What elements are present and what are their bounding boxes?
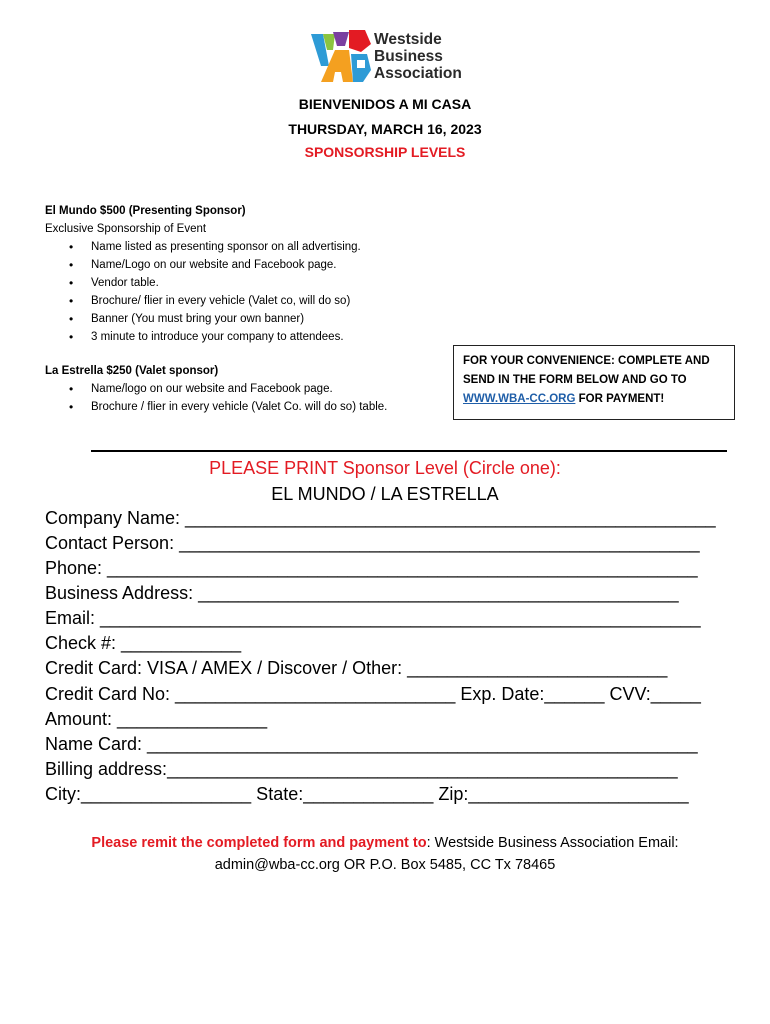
event-title: BIENVENIDOS A MI CASA	[298, 96, 472, 112]
logo-line-2: Business	[374, 48, 443, 65]
city-state-zip-field[interactable]: City:_________________ State:_____________ Zip:______________________	[45, 784, 689, 804]
event-date: THURSDAY, MARCH 16, 2023	[288, 121, 482, 137]
remit-instructions	[0, 832, 770, 854]
remit-address: admin@wba-cc.org OR P.O. Box 5485, CC Tx 78465	[214, 857, 556, 873]
section-divider	[91, 450, 727, 452]
wba-logo-icon	[309, 26, 373, 90]
remit-text: : Westside Business Association Email:	[426, 835, 679, 851]
la-estrella-section	[45, 362, 445, 416]
amount-field[interactable]: Amount: _______________	[45, 709, 268, 729]
wba-logo	[309, 26, 477, 90]
logo-line-3: Association	[374, 65, 462, 82]
billing-address-field[interactable]: Billing address:___________________________________________________	[45, 759, 678, 779]
company-name-field[interactable]: Company Name: _____________________________________________________	[45, 508, 716, 528]
el-mundo-section	[45, 202, 465, 346]
list-item: • Name/logo on our website and Facebook page.	[45, 380, 445, 398]
list-item: • Name/Logo on our website and Facebook page.	[45, 256, 465, 274]
el-mundo-heading: El Mundo $500 (Presenting Sponsor)	[45, 205, 246, 217]
list-item: • 3 minute to introduce your company to attendees.	[45, 328, 465, 346]
credit-card-number-field[interactable]: Credit Card No: ____________________________ Exp. Date:______ CVV:_____	[45, 684, 701, 704]
list-item: • Banner (You must bring your own banner)	[45, 310, 465, 328]
logo-line-1: Westside	[374, 31, 442, 48]
contact-person-field[interactable]: Contact Person: ____________________________________________________	[45, 533, 700, 553]
convenience-line-3-tail: FOR PAYMENT!	[575, 393, 665, 405]
convenience-box	[453, 345, 735, 420]
la-estrella-benefits	[45, 380, 445, 416]
convenience-line-2: SEND IN THE FORM BELOW AND GO TO	[463, 374, 687, 386]
email-field[interactable]: Email: ____________________________________________________________	[45, 608, 701, 628]
convenience-line-3	[463, 390, 734, 409]
remit-label: Please remit the completed form and payment to	[91, 835, 427, 851]
convenience-line-1: FOR YOUR CONVENIENCE: COMPLETE AND	[463, 355, 710, 367]
business-address-field[interactable]: Business Address: ________________________________________________	[45, 583, 679, 603]
payment-link[interactable]: WWW.WBA-CC.ORG	[463, 393, 576, 405]
list-item: • Brochure/ flier in every vehicle (Valet co, will do so)	[45, 292, 465, 310]
list-item: • Name listed as presenting sponsor on all advertising.	[45, 238, 465, 256]
check-number-field[interactable]: Check #: ____________	[45, 633, 242, 653]
sponsorship-levels-title: SPONSORSHIP LEVELS	[304, 144, 466, 160]
la-estrella-heading: La Estrella $250 (Valet sponsor)	[45, 365, 219, 377]
print-prompt: PLEASE PRINT Sponsor Level (Circle one):	[209, 458, 561, 478]
list-item: • Vendor table.	[45, 274, 465, 292]
list-item: • Brochure / flier in every vehicle (Valet Co. will do so) table.	[45, 398, 445, 416]
el-mundo-benefits	[45, 238, 465, 346]
phone-field[interactable]: Phone: ___________________________________________________________	[45, 558, 698, 578]
name-on-card-field[interactable]: Name Card: _______________________________________________________	[45, 734, 698, 754]
level-choices[interactable]: EL MUNDO / LA ESTRELLA	[271, 484, 499, 504]
el-mundo-intro: Exclusive Sponsorship of Event	[45, 223, 207, 235]
credit-card-type-field[interactable]: Credit Card: VISA / AMEX / Discover / Other: __________________________	[45, 658, 668, 678]
